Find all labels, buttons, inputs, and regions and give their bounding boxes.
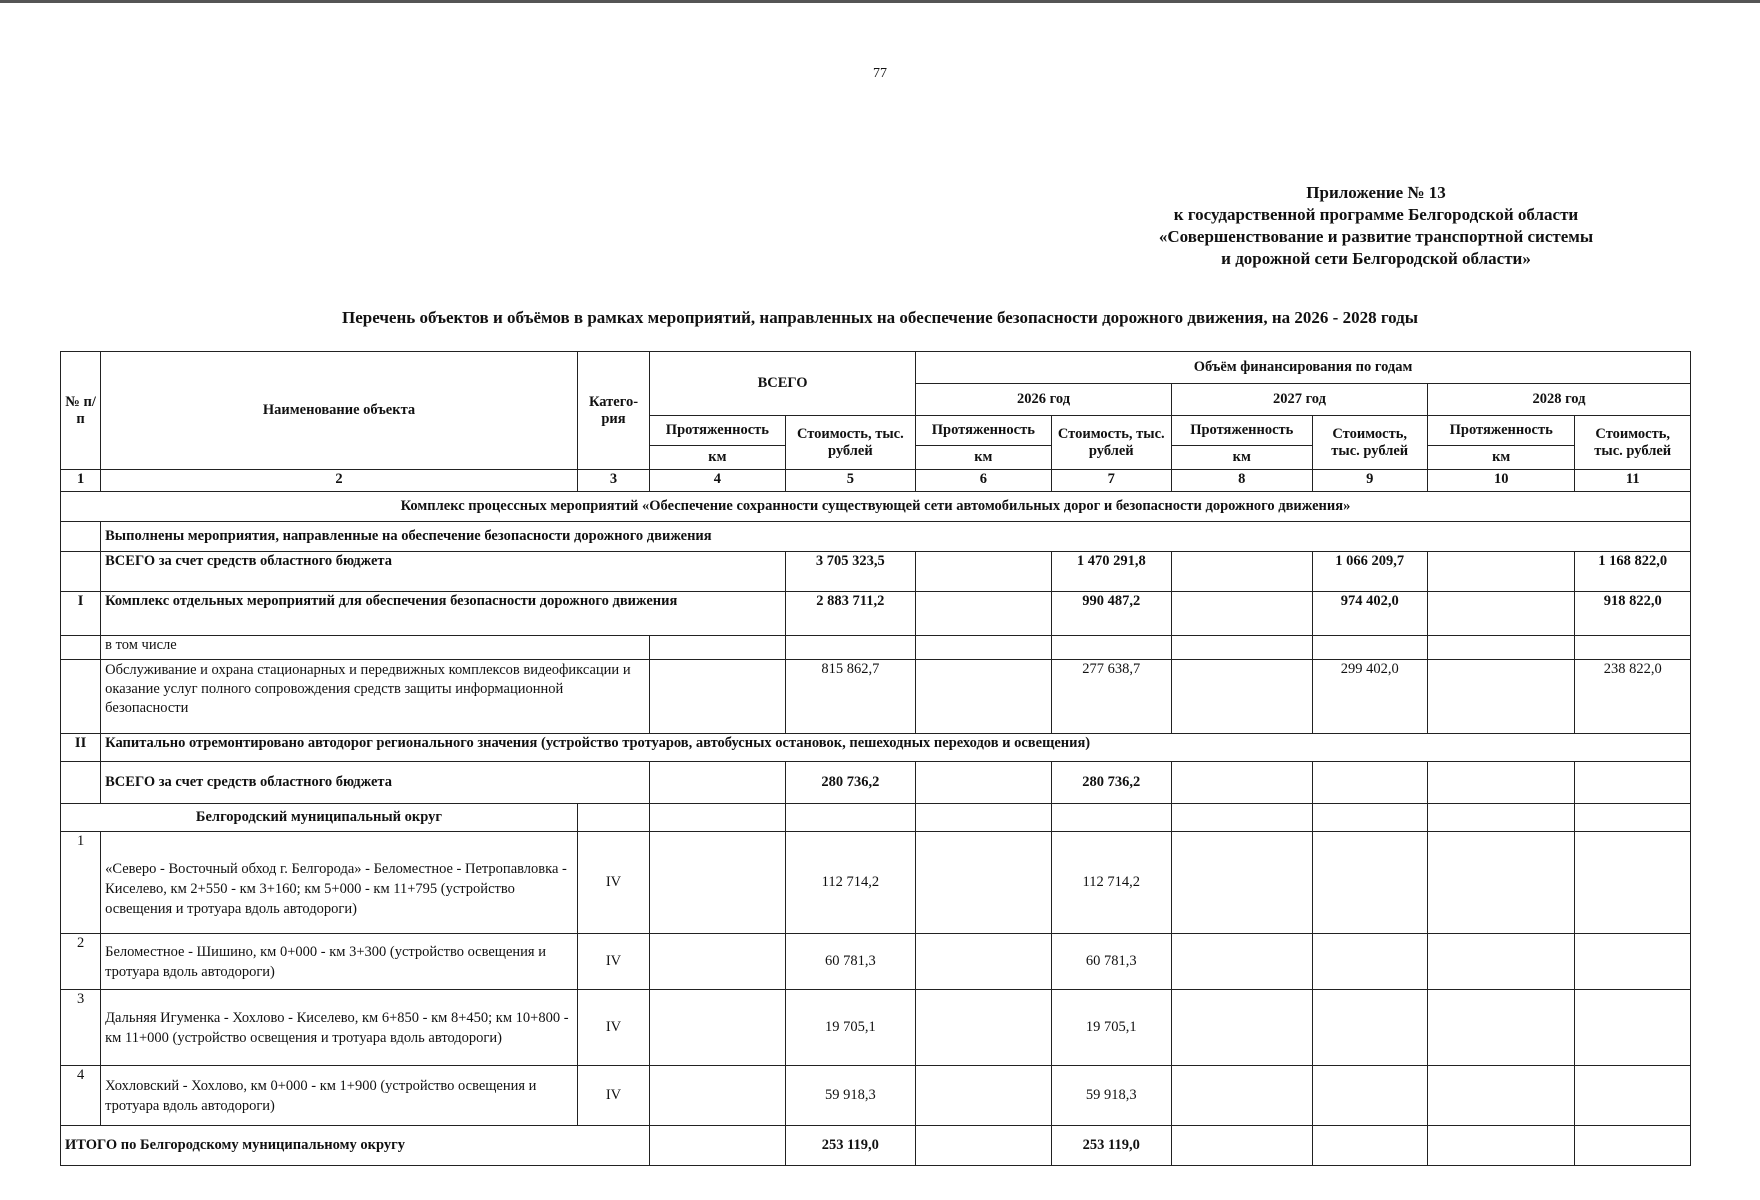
header-length: Протяженность [1427,416,1575,446]
including-label: в том числе [101,636,650,660]
header-category: Катего-рия [577,352,649,470]
table-row [61,522,1691,552]
header-length: Протяженность [650,416,785,446]
col-index: 7 [1051,470,1171,492]
district-total-2026: 253 119,0 [1051,1126,1171,1166]
header-2028: 2028 год [1427,384,1690,416]
item-2026: 112 714,2 [1051,832,1171,934]
table-row [61,552,1691,592]
district-total-label: ИТОГО по Белгородскому муниципальному округу [61,1126,650,1166]
col-index: 6 [916,470,1051,492]
total-regional-sum: 3 705 323,5 [785,552,915,592]
district-title: Белгородский муниципальный округ [61,804,578,832]
section-i-2028: 918 822,0 [1575,592,1691,636]
table-row [61,660,1691,734]
col-index: 9 [1312,470,1427,492]
section-ii-label: Капитально отремонтировано автодорог регионального значения (устройство тротуаров, автобусных остановок, пешеходных переходов и освещения) [101,734,1691,762]
header-total: ВСЕГО [650,352,916,416]
section-ii-total-label: ВСЕГО за счет средств областного бюджета [101,762,650,804]
header-2026: 2026 год [916,384,1172,416]
col-index: 8 [1172,470,1313,492]
col-index: 3 [577,470,649,492]
table-row [61,734,1691,762]
header-cost: Стоимость, тыс. рублей [785,416,915,470]
complex-title: Комплекс процессных мероприятий «Обеспечение сохранности существующей сети автомобильных дорог и безопасности дорожного движения» [61,492,1691,522]
table-row [61,592,1691,636]
maintenance-label: Обслуживание и охрана стационарных и передвижных комплексов видеофиксации и оказание услуг полного сопровождения средств защиты информационной безопасности [101,660,650,734]
header-km: км [1172,446,1313,470]
total-regional-label: ВСЕГО за счет средств областного бюджета [101,552,785,592]
section-i-2026: 990 487,2 [1051,592,1171,636]
item-num: 4 [61,1066,101,1126]
header-km: км [1427,446,1575,470]
section-ii-total-sum: 280 736,2 [785,762,915,804]
item-num: 2 [61,934,101,990]
col-index: 11 [1575,470,1691,492]
item-sum: 112 714,2 [785,832,915,934]
item-name: Дальняя Игуменка - Хохлово - Киселево, км 6+850 - км 8+450; км 10+800 - км 11+000 (устройство освещения и тротуара вдоль автодороги) [101,990,578,1066]
item-num: 1 [61,832,101,934]
appendix-line-3: «Совершенствование и развитие транспортной системы [1158,227,1594,246]
page-number: 77 [873,66,887,81]
appendix-header [1076,182,1676,270]
total-regional-2028: 1 168 822,0 [1575,552,1691,592]
total-regional-2026: 1 470 291,8 [1051,552,1171,592]
item-category: IV [577,934,649,990]
item-category: IV [577,990,649,1066]
table-row [61,1066,1691,1126]
document-title: Перечень объектов и объёмов в рамках мероприятий, направленных на обеспечение безопасности дорожного движения, на 2026 - 2028 годы [341,308,1419,327]
item-sum: 60 781,3 [785,934,915,990]
header-cost: Стоимость, тыс. рублей [1051,416,1171,470]
header-cost: Стоимость, тыс. рублей [1575,416,1691,470]
item-2026: 60 781,3 [1051,934,1171,990]
header-num: № п/п [61,352,101,470]
section-i-sum: 2 883 711,2 [785,592,915,636]
header-name: Наименование объекта [101,352,578,470]
objects-table [60,351,1691,1166]
item-2026: 59 918,3 [1051,1066,1171,1126]
header-2027: 2027 год [1172,384,1428,416]
col-index: 2 [101,470,578,492]
table-row [61,832,1691,934]
item-name: «Северо - Восточный обход г. Белгорода» - Беломестное - Петропавловка - Киселево, км 2+550 - км 3+160; км 5+000 - км 11+795 (устройство освещения и тротуара вдоль автодороги) [101,832,578,934]
maintenance-sum: 815 862,7 [785,660,915,734]
col-index: 4 [650,470,785,492]
appendix-line-2: к государственной программе Белгородской области [1173,205,1579,224]
table-row [61,934,1691,990]
table-row [61,1126,1691,1166]
table-row [61,762,1691,804]
header-cost: Стоимость, тыс. рублей [1312,416,1427,470]
item-sum: 19 705,1 [785,990,915,1066]
table-row [61,636,1691,660]
item-2026: 19 705,1 [1051,990,1171,1066]
appendix-line-1: Приложение № 13 [1306,183,1446,202]
col-index: 10 [1427,470,1575,492]
column-index-row [61,470,1691,492]
top-border-line [0,0,1760,3]
table-row [61,492,1691,522]
appendix-line-4: и дорожной сети Белгородской области» [1221,249,1531,268]
item-sum: 59 918,3 [785,1066,915,1126]
section-ii-total-2026: 280 736,2 [1051,762,1171,804]
total-regional-2027: 1 066 209,7 [1312,552,1427,592]
col-index: 5 [785,470,915,492]
section-i-num: I [61,592,101,636]
district-total-sum: 253 119,0 [785,1126,915,1166]
header-km: км [916,446,1051,470]
col-index: 1 [61,470,101,492]
header-financing: Объём финансирования по годам [916,352,1691,384]
item-name: Беломестное - Шишино, км 0+000 - км 3+300 (устройство освещения и тротуара вдоль автодороги) [101,934,578,990]
maintenance-2026: 277 638,7 [1051,660,1171,734]
header-length: Протяженность [916,416,1051,446]
item-name: Хохловский - Хохлово, км 0+000 - км 1+900 (устройство освещения и тротуара вдоль автодороги) [101,1066,578,1126]
header-km: км [650,446,785,470]
done-title: Выполнены мероприятия, направленные на обеспечение безопасности дорожного движения [101,522,1691,552]
section-ii-num: II [61,734,101,762]
item-category: IV [577,832,649,934]
table-row [61,804,1691,832]
maintenance-2028: 238 822,0 [1575,660,1691,734]
section-i-2027: 974 402,0 [1312,592,1427,636]
table-row [61,990,1691,1066]
section-i-label: Комплекс отдельных мероприятий для обеспечения безопасности дорожного движения [101,592,785,636]
maintenance-2027: 299 402,0 [1312,660,1427,734]
item-category: IV [577,1066,649,1126]
header-length: Протяженность [1172,416,1313,446]
item-num: 3 [61,990,101,1066]
